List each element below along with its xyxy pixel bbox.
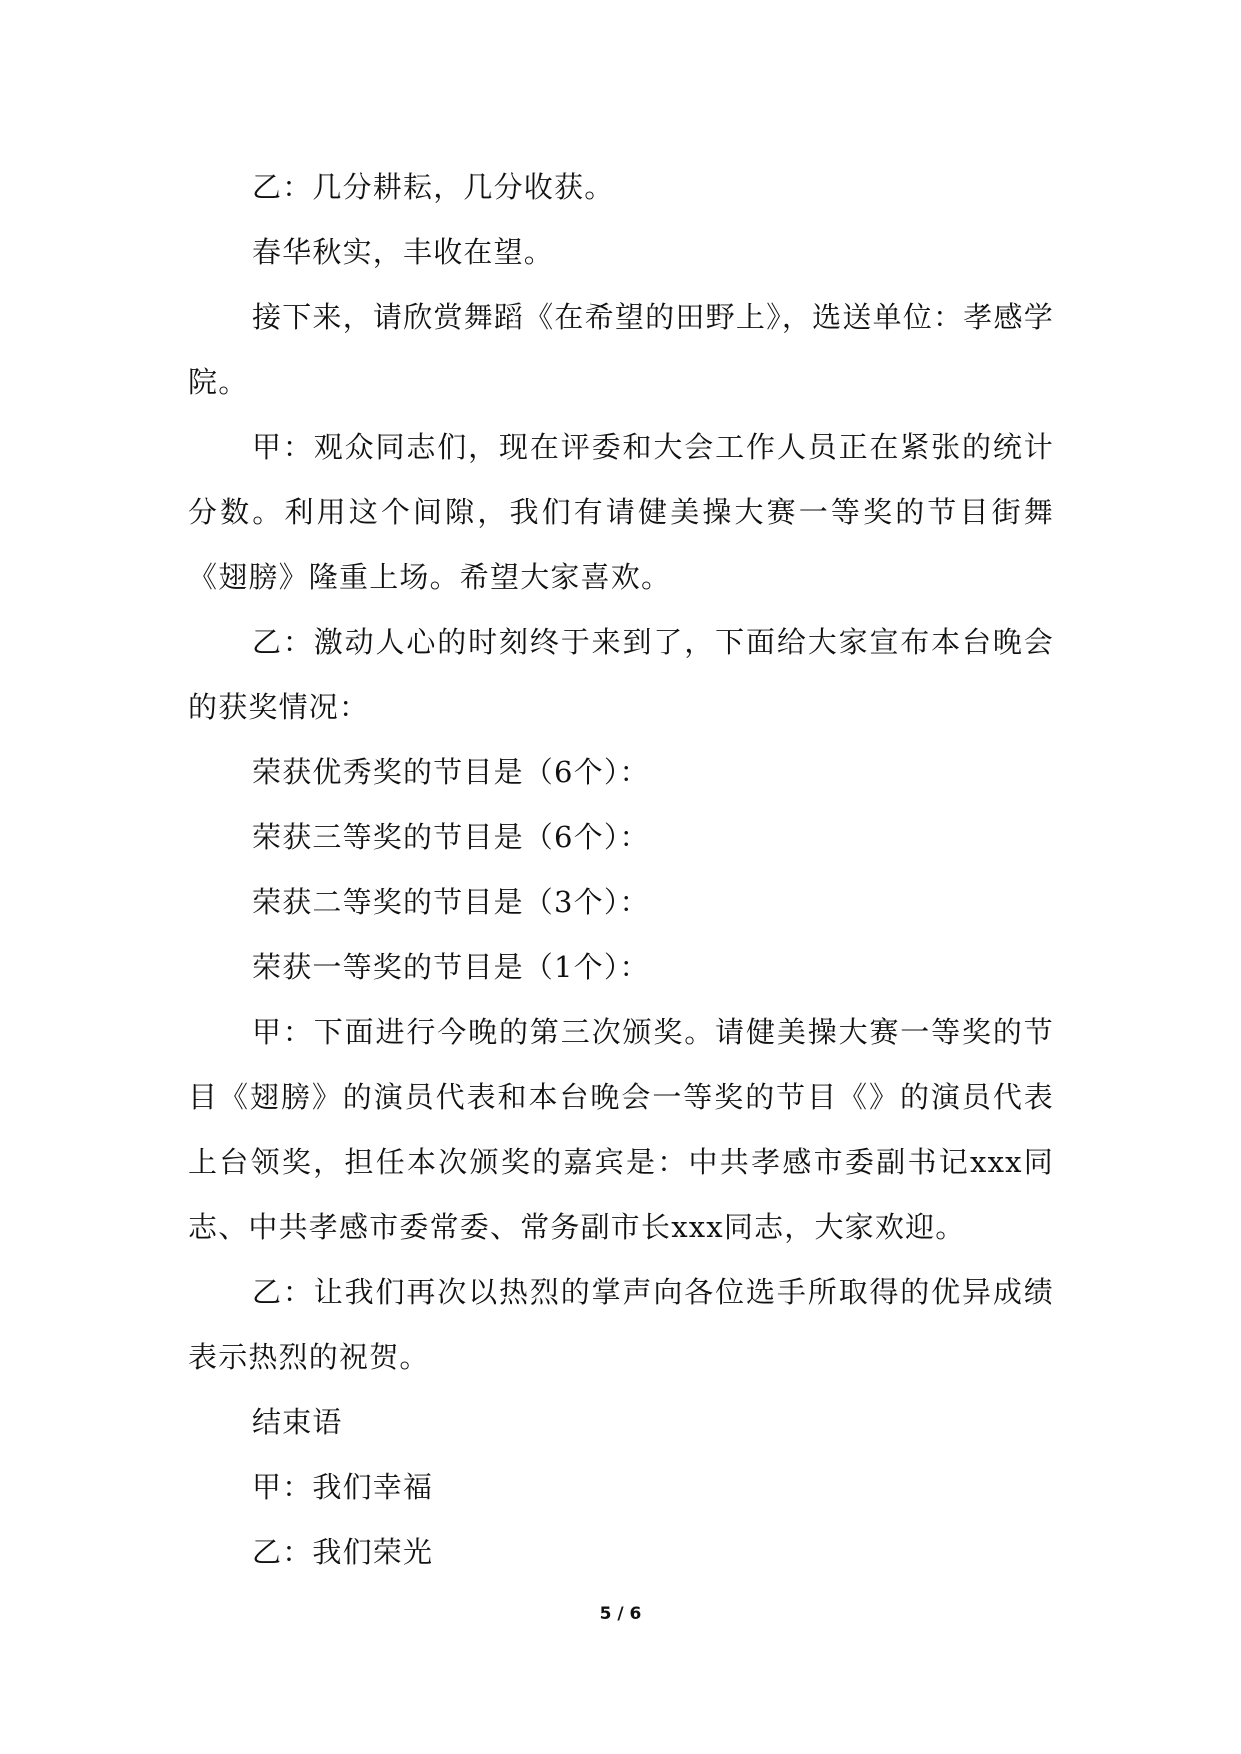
paragraph: 乙：几分耕耘，几分收获。	[252, 170, 615, 204]
paragraph: 荣获一等奖的节目是（1个）：	[252, 950, 650, 984]
paragraph: 乙：我们荣光	[252, 1535, 434, 1569]
paragraph: 乙：激动人心的时刻终于来到了，下面给大家宣布本台晚会的获奖情况：	[188, 625, 1054, 724]
paragraph: 春华秋实，丰收在望。	[252, 235, 555, 269]
paragraph: 接下来，请欣赏舞蹈《在希望的田野上》，选送单位：孝感学院。	[188, 300, 1054, 399]
paragraph: 甲：我们幸福	[252, 1470, 434, 1504]
paragraph: 荣获优秀奖的节目是（6个）：	[252, 755, 650, 789]
paragraph: 乙：让我们再次以热烈的掌声向各位选手所取得的优异成绩表示热烈的祝贺。	[188, 1275, 1054, 1374]
paragraph: 荣获三等奖的节目是（6个）：	[252, 820, 650, 854]
document-body	[188, 155, 1054, 1585]
page-number: 5 / 6	[599, 1604, 642, 1624]
paragraph: 荣获二等奖的节目是（3个）：	[252, 885, 650, 919]
paragraph: 甲：下面进行今晚的第三次颁奖。请健美操大赛一等奖的节目《翅膀》的演员代表和本台晚会一等奖的节目《》的演员代表上台领奖，担任本次颁奖的嘉宾是：中共孝感市委副书记xxx同志、中共孝感市委常委、常务副市长xxx同志，大家欢迎。	[188, 1015, 1054, 1244]
section-heading: 结束语	[252, 1405, 343, 1439]
paragraph: 甲：观众同志们，现在评委和大会工作人员正在紧张的统计分数。利用这个间隙，我们有请健美操大赛一等奖的节目街舞《翅膀》隆重上场。希望大家喜欢。	[188, 430, 1054, 594]
